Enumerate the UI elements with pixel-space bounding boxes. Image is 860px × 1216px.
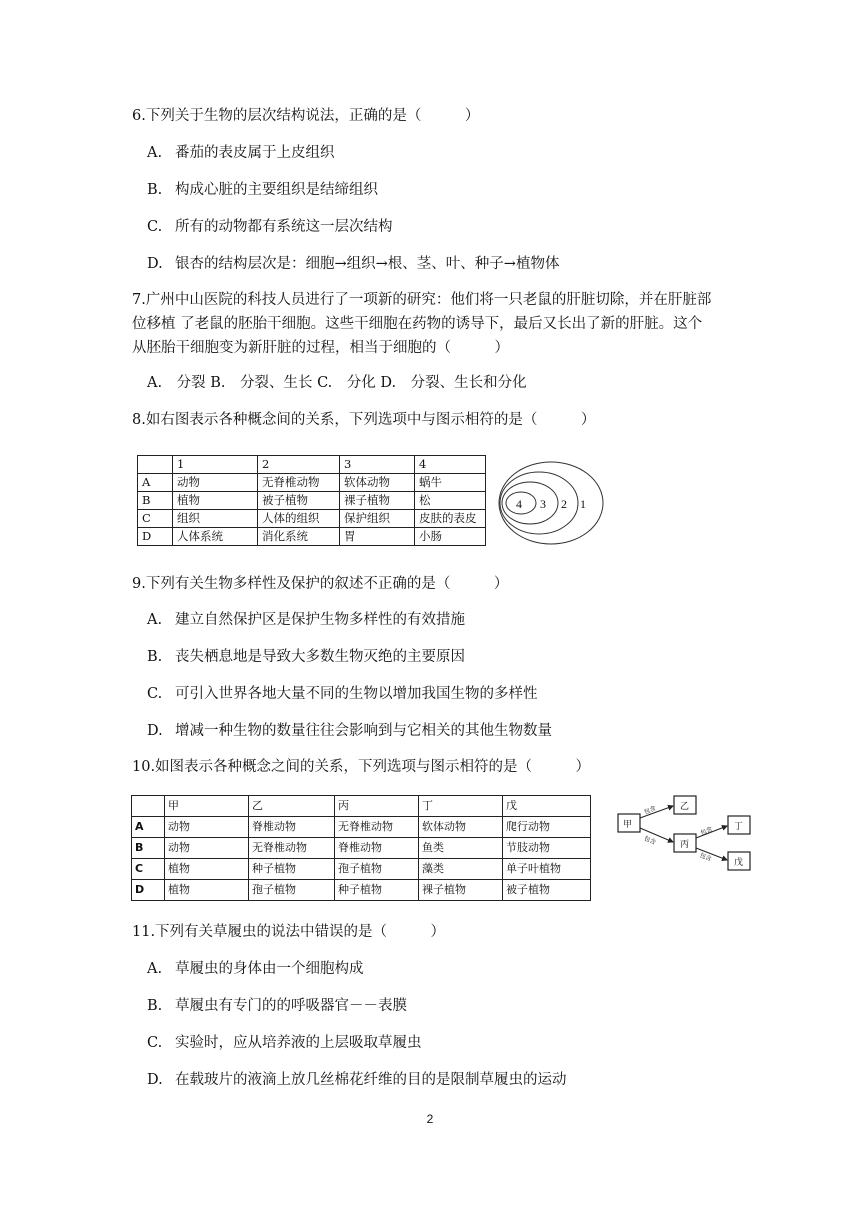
table-cell: 胃: [340, 528, 415, 546]
node-label-yi: 乙: [680, 802, 690, 812]
table-row: [138, 528, 486, 546]
ellipse-3: [502, 482, 558, 524]
ellipse-1: [499, 462, 603, 544]
table-cell: 单子叶植物: [503, 859, 591, 880]
option-letter: A.: [147, 961, 163, 977]
table-cell: 小肠: [415, 528, 486, 546]
table-cell: A: [132, 817, 165, 838]
table-cell: 2: [258, 456, 340, 474]
option-letter: C.: [147, 1035, 163, 1051]
table-row: [138, 456, 486, 474]
table-cell: 动物: [165, 838, 249, 859]
table-cell: 鱼类: [419, 838, 503, 859]
edge-label: 包含: [698, 851, 713, 863]
option-letter: B.: [147, 998, 163, 1014]
q7-options: A. 分裂 B. 分裂、生长 C. 分化 D. 分裂、生长和分化: [147, 375, 527, 391]
table-cell: 4: [415, 456, 486, 474]
table-cell: 丙: [335, 796, 419, 817]
table-cell: 戊: [503, 796, 591, 817]
option-text: 丧失栖息地是导致大多数生物灭绝的主要原因: [175, 649, 465, 665]
q6-option-c: [147, 217, 393, 237]
table-cell: 植物: [165, 880, 249, 901]
option-letter: A.: [147, 145, 163, 161]
q6-option-a: [147, 143, 335, 163]
nested-ellipse-diagram: [498, 460, 608, 548]
q8-table: [137, 455, 486, 546]
table-cell: 人体系统: [173, 528, 258, 546]
table-cell: 无脊椎动物: [258, 474, 340, 492]
table-cell: 植物: [165, 859, 249, 880]
table-cell: 种子植物: [249, 859, 335, 880]
option-text: 增减一种生物的数量往往会影响到与它相关的其他生物数量: [175, 723, 552, 739]
table-cell: 丁: [419, 796, 503, 817]
table-cell: 藻类: [419, 859, 503, 880]
table-cell: 3: [340, 456, 415, 474]
option-text: 草履虫有专门的的呼吸器官－－表膜: [175, 998, 407, 1014]
page-number: 2: [426, 1112, 434, 1126]
table-row: [132, 880, 591, 901]
q11-stem: 11.下列有关草履虫的说法中错误的是（ ）: [132, 924, 446, 940]
q6-option-d: [147, 254, 559, 274]
table-cell: 保护组织: [340, 510, 415, 528]
table-cell: 种子植物: [335, 880, 419, 901]
ellipse-label-1: 1: [580, 497, 586, 511]
node-label-bing: 丙: [680, 840, 690, 850]
option-letter: A.: [147, 612, 163, 628]
table-cell: 植物: [173, 492, 258, 510]
option-text: 可引入世界各地大量不同的生物以增加我国生物的多样性: [175, 686, 538, 702]
table-cell: 松: [415, 492, 486, 510]
table-cell: 脊椎动物: [335, 838, 419, 859]
table-row: [138, 492, 486, 510]
table-row: [138, 474, 486, 492]
table-cell: 被子植物: [258, 492, 340, 510]
option-text: 银杏的结构层次是：细胞→组织→根、茎、叶、种子→植物体: [175, 256, 560, 272]
table-row: [132, 817, 591, 838]
table-cell: A: [138, 474, 173, 492]
q11-option-c: [147, 1033, 422, 1053]
q9-option-b: [147, 647, 465, 667]
q9-stem: 9.下列有关生物多样性及保护的叙述不正确的是（ ）: [132, 576, 509, 592]
q7-stem-line-1: 7.广州中山医院的科技人员进行了一项新的研究：他们将一只老鼠的肝脏切除，并在肝脏部: [132, 292, 712, 308]
table-cell: 节肢动物: [503, 838, 591, 859]
option-letter: C.: [147, 219, 163, 235]
q7-stem-line-3: 从胚胎干细胞变为新肝脏的过程，相当于细胞的（ ）: [132, 340, 509, 356]
table-cell: 裸子植物: [419, 880, 503, 901]
table-cell: [132, 796, 165, 817]
table-cell: 软体动物: [340, 474, 415, 492]
table-cell: 无脊椎动物: [335, 817, 419, 838]
node-label-jia: 甲: [623, 820, 633, 830]
q6-option-b: [147, 180, 378, 200]
node-label-wu: 戊: [734, 858, 744, 868]
q6-stem: 6.下列关于生物的层次结构说法，正确的是（ ）: [132, 108, 480, 124]
q11-option-d: [147, 1070, 567, 1090]
table-cell: 动物: [165, 817, 249, 838]
q11-option-b: [147, 996, 407, 1016]
table-cell: C: [132, 859, 165, 880]
table-cell: C: [138, 510, 173, 528]
table-cell: 软体动物: [419, 817, 503, 838]
option-text: 草履虫的身体由一个细胞构成: [175, 961, 364, 977]
table-cell: B: [132, 838, 165, 859]
table-cell: 无脊椎动物: [249, 838, 335, 859]
q11-option-a: [147, 959, 364, 979]
q9-option-d: [147, 721, 552, 741]
table-cell: 甲: [165, 796, 249, 817]
table-cell: 组织: [173, 510, 258, 528]
option-text: 番茄的表皮属于上皮组织: [175, 145, 335, 161]
option-text: 实验时，应从培养液的上层吸取草履虫: [175, 1035, 422, 1051]
table-cell: 被子植物: [503, 880, 591, 901]
table-cell: D: [138, 528, 173, 546]
table-row: [132, 859, 591, 880]
q8-stem: 8.如右图表示各种概念间的关系，下列选项中与图示相符的是（ ）: [132, 412, 596, 428]
option-letter: D.: [147, 256, 163, 272]
ellipse-label-3: 3: [540, 497, 546, 511]
table-cell: 1: [173, 456, 258, 474]
q10-stem: 10.如图表示各种概念之间的关系，下列选项与图示相符的是（ ）: [132, 759, 591, 775]
option-text: 在载玻片的液滴上放几丝棉花纤维的目的是限制草履虫的运动: [175, 1072, 567, 1088]
table-row: [132, 796, 591, 817]
node-label-ding: 丁: [734, 822, 744, 832]
ellipse-label-4: 4: [516, 497, 522, 511]
table-cell: 脊椎动物: [249, 817, 335, 838]
table-row: [132, 838, 591, 859]
table-cell: 孢子植物: [335, 859, 419, 880]
table-cell: 人体的组织: [258, 510, 340, 528]
option-letter: B.: [147, 649, 163, 665]
table-cell: 乙: [249, 796, 335, 817]
option-text: 所有的动物都有系统这一层次结构: [175, 219, 393, 235]
table-cell: 裸子植物: [340, 492, 415, 510]
option-letter: D.: [147, 1072, 163, 1088]
option-letter: D.: [147, 723, 163, 739]
table-cell: D: [132, 880, 165, 901]
edge-label: 包含: [642, 835, 657, 847]
option-text: 建立自然保护区是保护生物多样性的有效措施: [175, 612, 465, 628]
table-cell: 孢子植物: [249, 880, 335, 901]
option-text: 构成心脏的主要组织是结缔组织: [175, 182, 378, 198]
table-cell: B: [138, 492, 173, 510]
option-letter: B.: [147, 182, 163, 198]
table-cell: 消化系统: [258, 528, 340, 546]
edge-label: 包含: [643, 804, 658, 816]
table-cell: 爬行动物: [503, 817, 591, 838]
q9-option-a: [147, 610, 465, 630]
table-cell: 动物: [173, 474, 258, 492]
table-cell: 蜗牛: [415, 474, 486, 492]
q9-option-c: [147, 684, 538, 704]
q7-stem-line-2: 位移植 了老鼠的胚胎干细胞。这些干细胞在药物的诱导下，最后又长出了新的肝脏。这个: [132, 316, 703, 332]
q10-table: [131, 795, 591, 901]
table-cell: [138, 456, 173, 474]
hierarchy-diagram: [612, 792, 756, 878]
edge-label: 包含: [699, 825, 714, 837]
option-letter: C.: [147, 686, 163, 702]
table-row: [138, 510, 486, 528]
ellipse-label-2: 2: [561, 497, 567, 511]
table-cell: 皮肤的表皮: [415, 510, 486, 528]
